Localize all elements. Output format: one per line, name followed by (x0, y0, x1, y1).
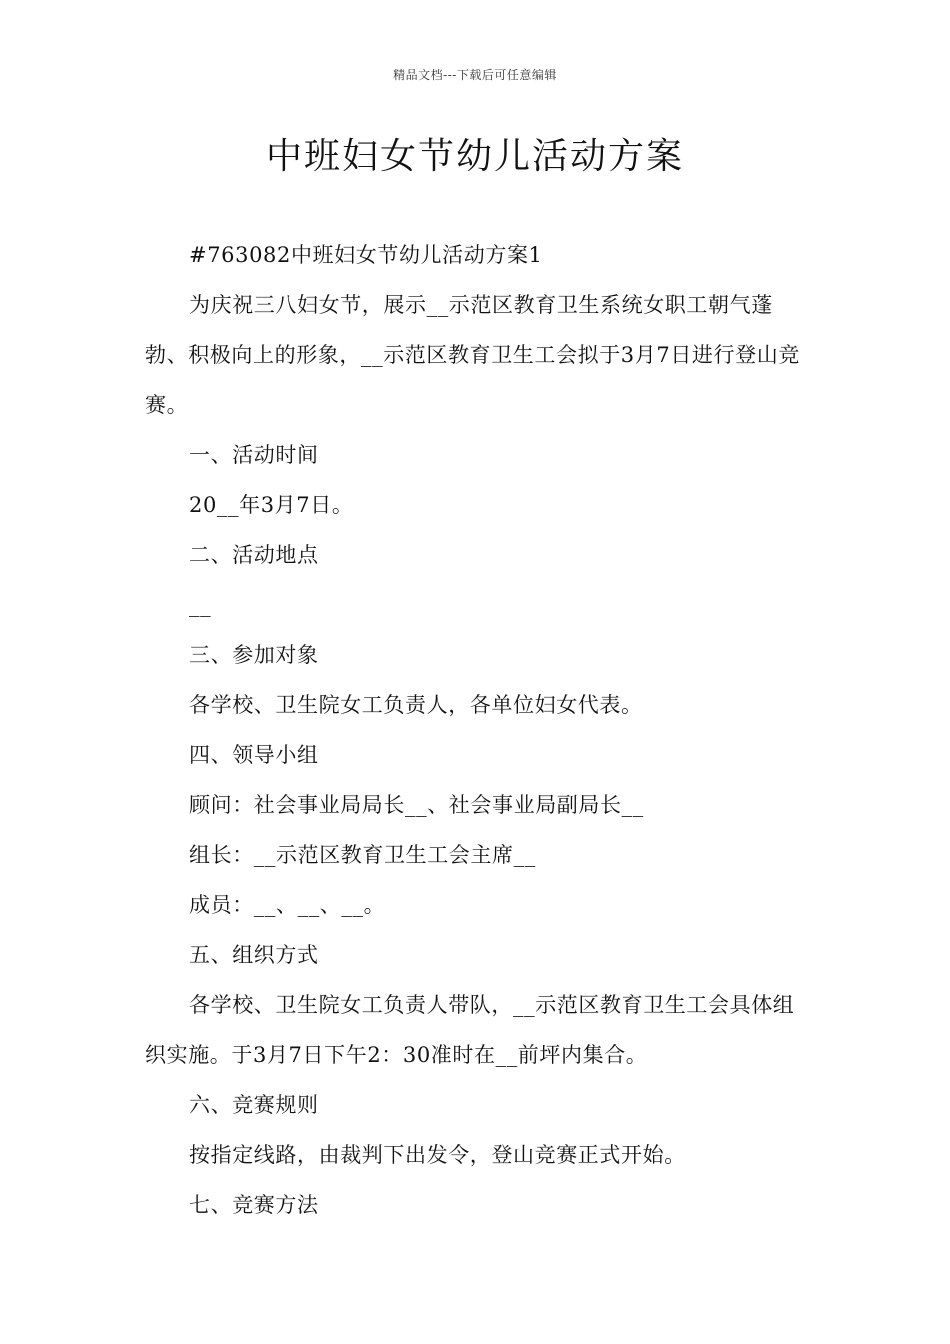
paragraph-intro: 为庆祝三八妇女节，展示__示范区教育卫生系统女职工朝气蓬勃、积极向上的形象，__示范区教育卫生工会拟于3月7日进行登山竞赛。 (145, 293, 800, 417)
paragraph-members: 成员：__、__、__。 (189, 893, 386, 917)
paragraph-leader: 组长：__示范区教育卫生工会主席__ (189, 843, 536, 867)
paragraph-location: __ (189, 593, 212, 617)
section-heading-rules: 六、竞赛规则 (189, 1093, 319, 1117)
section-heading-time: 一、活动时间 (189, 443, 319, 467)
section-heading-method: 七、竞赛方法 (189, 1193, 319, 1217)
paragraph-organization: 各学校、卫生院女工负责人带队，__示范区教育卫生工会具体组织实施。于3月7日下午2：30准时在__前坪内集合。 (145, 993, 795, 1067)
document-body (145, 230, 810, 1230)
section-heading-location: 二、活动地点 (189, 543, 319, 567)
paragraph-doc-id: #763082中班妇女节幼儿活动方案1 (189, 243, 543, 267)
section-heading-participants: 三、参加对象 (189, 643, 319, 667)
header-note: 精品文档---下载后可任意编辑 (393, 68, 557, 82)
paragraph-advisors: 顾问：社会事业局局长__、社会事业局副局长__ (189, 793, 644, 817)
paragraph-rules: 按指定线路，由裁判下出发令，登山竞赛正式开始。 (189, 1143, 686, 1167)
section-heading-leadership: 四、领导小组 (189, 743, 319, 767)
paragraph-participants: 各学校、卫生院女工负责人，各单位妇女代表。 (189, 693, 643, 717)
paragraph-time: 20__年3月7日。 (189, 493, 354, 517)
document-title: 中班妇女节幼儿活动方案 (265, 136, 684, 177)
section-heading-organization: 五、组织方式 (189, 943, 319, 967)
